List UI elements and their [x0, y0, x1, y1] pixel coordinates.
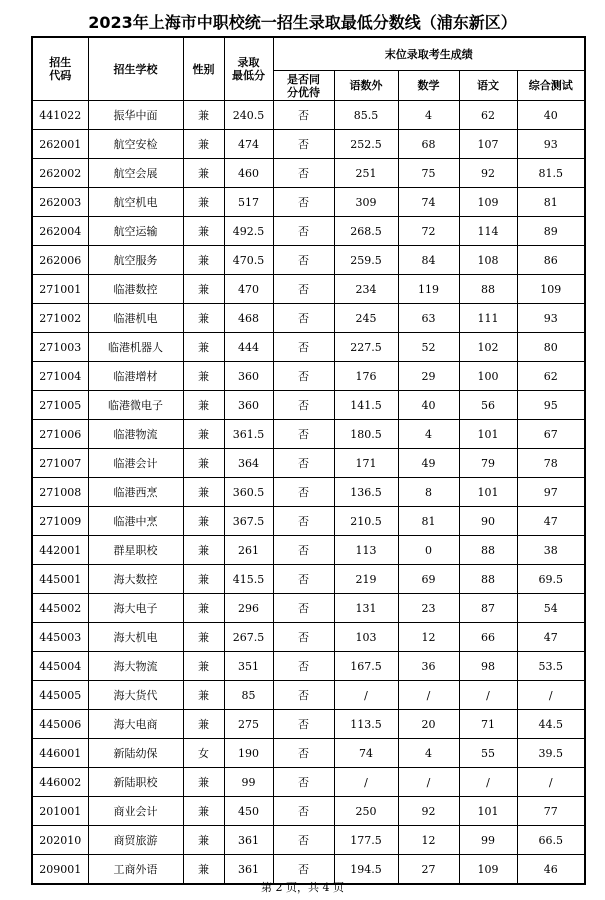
cell-foreign: 268.5	[334, 217, 398, 246]
cell-foreign: 176	[334, 362, 398, 391]
cell-min-score: 261	[224, 536, 273, 565]
cell-priority: 否	[273, 826, 334, 855]
cell-math: 27	[398, 855, 459, 885]
cell-school: 临港微电子	[88, 391, 183, 420]
cell-school: 新陆职校	[88, 768, 183, 797]
table-row	[32, 507, 585, 536]
cell-school: 海大物流	[88, 652, 183, 681]
cell-code: 209001	[32, 855, 88, 885]
cell-min-score: 360	[224, 362, 273, 391]
cell-comprehensive: 47	[517, 623, 585, 652]
cell-code: 262003	[32, 188, 88, 217]
cell-gender: 兼	[183, 710, 224, 739]
cell-code: 445006	[32, 710, 88, 739]
cell-min-score: 444	[224, 333, 273, 362]
cell-foreign: 113.5	[334, 710, 398, 739]
cell-math: /	[398, 681, 459, 710]
table-row	[32, 739, 585, 768]
cell-min-score: 240.5	[224, 101, 273, 130]
cell-chinese: 98	[459, 652, 517, 681]
cell-chinese: 79	[459, 449, 517, 478]
cell-priority: 否	[273, 217, 334, 246]
cell-gender: 兼	[183, 246, 224, 275]
cell-foreign: 180.5	[334, 420, 398, 449]
cell-priority: 否	[273, 101, 334, 130]
table-row	[32, 130, 585, 159]
cell-min-score: 492.5	[224, 217, 273, 246]
cell-comprehensive: /	[517, 681, 585, 710]
cell-math: 23	[398, 594, 459, 623]
cell-math: 12	[398, 826, 459, 855]
cell-math: 81	[398, 507, 459, 536]
cell-min-score: 360	[224, 391, 273, 420]
cell-comprehensive: /	[517, 768, 585, 797]
table-row	[32, 565, 585, 594]
header-math: 数学	[398, 71, 459, 101]
cell-foreign: 141.5	[334, 391, 398, 420]
cell-chinese: 87	[459, 594, 517, 623]
cell-code: 271008	[32, 478, 88, 507]
cell-comprehensive: 86	[517, 246, 585, 275]
cell-foreign: 103	[334, 623, 398, 652]
cell-code: 262001	[32, 130, 88, 159]
cell-chinese: 55	[459, 739, 517, 768]
table-row	[32, 420, 585, 449]
cell-comprehensive: 109	[517, 275, 585, 304]
cell-gender: 兼	[183, 652, 224, 681]
cell-gender: 兼	[183, 623, 224, 652]
cell-math: 20	[398, 710, 459, 739]
cell-foreign: 252.5	[334, 130, 398, 159]
cell-code: 445002	[32, 594, 88, 623]
header-school: 招生学校	[88, 37, 183, 101]
cell-gender: 兼	[183, 333, 224, 362]
cell-foreign: 250	[334, 797, 398, 826]
cell-gender: 兼	[183, 362, 224, 391]
cell-code: 441022	[32, 101, 88, 130]
cell-gender: 女	[183, 739, 224, 768]
cell-min-score: 360.5	[224, 478, 273, 507]
cell-code: 446002	[32, 768, 88, 797]
cell-math: 69	[398, 565, 459, 594]
cell-min-score: 275	[224, 710, 273, 739]
cell-gender: 兼	[183, 536, 224, 565]
cell-code: 271006	[32, 420, 88, 449]
cell-priority: 否	[273, 768, 334, 797]
cell-gender: 兼	[183, 449, 224, 478]
cell-min-score: 267.5	[224, 623, 273, 652]
cell-code: 442001	[32, 536, 88, 565]
cell-chinese: 62	[459, 101, 517, 130]
cell-school: 新陆幼保	[88, 739, 183, 768]
cell-gender: 兼	[183, 101, 224, 130]
cell-foreign: 259.5	[334, 246, 398, 275]
cell-school: 商业会计	[88, 797, 183, 826]
cell-foreign: 74	[334, 739, 398, 768]
cell-gender: 兼	[183, 594, 224, 623]
cell-chinese: 107	[459, 130, 517, 159]
cell-priority: 否	[273, 391, 334, 420]
cell-comprehensive: 81.5	[517, 159, 585, 188]
cell-min-score: 470	[224, 275, 273, 304]
table-row	[32, 188, 585, 217]
cell-priority: 否	[273, 652, 334, 681]
cell-gender: 兼	[183, 304, 224, 333]
cell-math: 74	[398, 188, 459, 217]
table-row	[32, 275, 585, 304]
cell-math: 63	[398, 304, 459, 333]
cell-math: 4	[398, 739, 459, 768]
cell-gender: 兼	[183, 797, 224, 826]
table-row	[32, 246, 585, 275]
table-row	[32, 217, 585, 246]
cell-comprehensive: 39.5	[517, 739, 585, 768]
cell-priority: 否	[273, 420, 334, 449]
cell-chinese: 66	[459, 623, 517, 652]
cell-foreign: 234	[334, 275, 398, 304]
cell-priority: 否	[273, 275, 334, 304]
cell-foreign: 136.5	[334, 478, 398, 507]
cell-school: 航空会展	[88, 159, 183, 188]
header-gender: 性别	[183, 37, 224, 101]
cell-chinese: 88	[459, 536, 517, 565]
cell-priority: 否	[273, 623, 334, 652]
cell-math: 8	[398, 478, 459, 507]
cell-foreign: /	[334, 681, 398, 710]
cell-math: 0	[398, 536, 459, 565]
cell-school: 临港机器人	[88, 333, 183, 362]
cell-comprehensive: 54	[517, 594, 585, 623]
cell-school: 海大电商	[88, 710, 183, 739]
cell-school: 海大机电	[88, 623, 183, 652]
cell-min-score: 99	[224, 768, 273, 797]
cell-comprehensive: 89	[517, 217, 585, 246]
cell-priority: 否	[273, 739, 334, 768]
cell-comprehensive: 66.5	[517, 826, 585, 855]
cell-school: 航空机电	[88, 188, 183, 217]
table-row	[32, 159, 585, 188]
cell-comprehensive: 69.5	[517, 565, 585, 594]
cell-school: 临港西烹	[88, 478, 183, 507]
cell-foreign: 177.5	[334, 826, 398, 855]
cell-comprehensive: 38	[517, 536, 585, 565]
cell-chinese: 111	[459, 304, 517, 333]
cell-priority: 否	[273, 565, 334, 594]
cell-chinese: 71	[459, 710, 517, 739]
cell-comprehensive: 93	[517, 304, 585, 333]
cell-foreign: 171	[334, 449, 398, 478]
cell-priority: 否	[273, 188, 334, 217]
cell-priority: 否	[273, 159, 334, 188]
cell-priority: 否	[273, 362, 334, 391]
cell-chinese: 101	[459, 420, 517, 449]
cell-priority: 否	[273, 797, 334, 826]
cell-foreign: 210.5	[334, 507, 398, 536]
cell-comprehensive: 93	[517, 130, 585, 159]
cell-comprehensive: 53.5	[517, 652, 585, 681]
cell-priority: 否	[273, 681, 334, 710]
cell-math: 84	[398, 246, 459, 275]
cell-foreign: /	[334, 768, 398, 797]
cell-code: 271007	[32, 449, 88, 478]
cell-chinese: /	[459, 768, 517, 797]
cell-comprehensive: 80	[517, 333, 585, 362]
cell-code: 262002	[32, 159, 88, 188]
cell-min-score: 415.5	[224, 565, 273, 594]
cell-foreign: 219	[334, 565, 398, 594]
table-row	[32, 478, 585, 507]
cell-school: 群星职校	[88, 536, 183, 565]
cell-school: 商贸旅游	[88, 826, 183, 855]
cell-chinese: 99	[459, 826, 517, 855]
cell-school: 临港增材	[88, 362, 183, 391]
admission-table	[31, 36, 586, 885]
cell-min-score: 190	[224, 739, 273, 768]
cell-priority: 否	[273, 304, 334, 333]
cell-code: 445003	[32, 623, 88, 652]
cell-min-score: 351	[224, 652, 273, 681]
cell-chinese: 90	[459, 507, 517, 536]
cell-math: /	[398, 768, 459, 797]
cell-gender: 兼	[183, 217, 224, 246]
cell-foreign: 227.5	[334, 333, 398, 362]
cell-gender: 兼	[183, 391, 224, 420]
cell-code: 271005	[32, 391, 88, 420]
table-row	[32, 594, 585, 623]
cell-foreign: 245	[334, 304, 398, 333]
cell-min-score: 85	[224, 681, 273, 710]
cell-math: 119	[398, 275, 459, 304]
cell-code: 271004	[32, 362, 88, 391]
cell-math: 75	[398, 159, 459, 188]
cell-math: 4	[398, 101, 459, 130]
cell-gender: 兼	[183, 826, 224, 855]
cell-math: 29	[398, 362, 459, 391]
cell-gender: 兼	[183, 681, 224, 710]
cell-code: 271002	[32, 304, 88, 333]
cell-gender: 兼	[183, 565, 224, 594]
table-row	[32, 333, 585, 362]
cell-min-score: 468	[224, 304, 273, 333]
cell-min-score: 460	[224, 159, 273, 188]
table-body	[32, 101, 585, 885]
table-row	[32, 797, 585, 826]
cell-gender: 兼	[183, 159, 224, 188]
cell-priority: 否	[273, 536, 334, 565]
cell-code: 201001	[32, 797, 88, 826]
cell-gender: 兼	[183, 768, 224, 797]
cell-comprehensive: 62	[517, 362, 585, 391]
cell-gender: 兼	[183, 507, 224, 536]
cell-comprehensive: 95	[517, 391, 585, 420]
cell-foreign: 131	[334, 594, 398, 623]
cell-code: 271003	[32, 333, 88, 362]
header-min-score: 录取 最低分	[224, 37, 273, 101]
cell-foreign: 85.5	[334, 101, 398, 130]
cell-gender: 兼	[183, 420, 224, 449]
cell-code: 445001	[32, 565, 88, 594]
cell-comprehensive: 81	[517, 188, 585, 217]
cell-school: 临港机电	[88, 304, 183, 333]
cell-math: 92	[398, 797, 459, 826]
cell-chinese: 101	[459, 797, 517, 826]
header-code: 招生 代码	[32, 37, 88, 101]
cell-foreign: 251	[334, 159, 398, 188]
table-row	[32, 449, 585, 478]
table-row	[32, 362, 585, 391]
cell-code: 202010	[32, 826, 88, 855]
cell-foreign: 167.5	[334, 652, 398, 681]
cell-min-score: 517	[224, 188, 273, 217]
table-row	[32, 623, 585, 652]
cell-gender: 兼	[183, 478, 224, 507]
cell-code: 445004	[32, 652, 88, 681]
cell-school: 海大数控	[88, 565, 183, 594]
cell-comprehensive: 78	[517, 449, 585, 478]
cell-chinese: 56	[459, 391, 517, 420]
cell-priority: 否	[273, 594, 334, 623]
cell-foreign: 309	[334, 188, 398, 217]
table-row	[32, 536, 585, 565]
cell-comprehensive: 67	[517, 420, 585, 449]
cell-school: 海大电子	[88, 594, 183, 623]
cell-min-score: 361	[224, 855, 273, 885]
cell-comprehensive: 77	[517, 797, 585, 826]
cell-chinese: 102	[459, 333, 517, 362]
cell-school: 临港会计	[88, 449, 183, 478]
cell-chinese: /	[459, 681, 517, 710]
table-row	[32, 681, 585, 710]
cell-chinese: 109	[459, 855, 517, 885]
cell-min-score: 470.5	[224, 246, 273, 275]
cell-comprehensive: 44.5	[517, 710, 585, 739]
header-foreign: 语数外	[334, 71, 398, 101]
table-row	[32, 826, 585, 855]
cell-math: 12	[398, 623, 459, 652]
table-row	[32, 101, 585, 130]
cell-priority: 否	[273, 855, 334, 885]
cell-math: 40	[398, 391, 459, 420]
cell-code: 262006	[32, 246, 88, 275]
cell-math: 49	[398, 449, 459, 478]
cell-chinese: 92	[459, 159, 517, 188]
cell-chinese: 109	[459, 188, 517, 217]
cell-math: 68	[398, 130, 459, 159]
cell-chinese: 100	[459, 362, 517, 391]
cell-min-score: 361.5	[224, 420, 273, 449]
table-row	[32, 768, 585, 797]
cell-foreign: 194.5	[334, 855, 398, 885]
cell-priority: 否	[273, 130, 334, 159]
cell-chinese: 108	[459, 246, 517, 275]
cell-priority: 否	[273, 246, 334, 275]
cell-chinese: 88	[459, 275, 517, 304]
cell-school: 临港数控	[88, 275, 183, 304]
page-title: 2023年上海市中职校统一招生录取最低分数线（浦东新区）	[88, 13, 517, 32]
cell-gender: 兼	[183, 130, 224, 159]
cell-school: 航空运输	[88, 217, 183, 246]
cell-code: 271009	[32, 507, 88, 536]
cell-min-score: 450	[224, 797, 273, 826]
cell-min-score: 361	[224, 826, 273, 855]
cell-comprehensive: 46	[517, 855, 585, 885]
cell-priority: 否	[273, 710, 334, 739]
cell-code: 262004	[32, 217, 88, 246]
cell-priority: 否	[273, 333, 334, 362]
cell-school: 临港中烹	[88, 507, 183, 536]
cell-math: 4	[398, 420, 459, 449]
cell-math: 36	[398, 652, 459, 681]
cell-foreign: 113	[334, 536, 398, 565]
cell-comprehensive: 97	[517, 478, 585, 507]
cell-chinese: 114	[459, 217, 517, 246]
cell-min-score: 367.5	[224, 507, 273, 536]
header-priority: 是否同 分优待	[273, 71, 334, 101]
cell-school: 航空安检	[88, 130, 183, 159]
table-row	[32, 652, 585, 681]
header-comprehensive: 综合测试	[517, 71, 585, 101]
cell-min-score: 296	[224, 594, 273, 623]
cell-chinese: 101	[459, 478, 517, 507]
cell-math: 72	[398, 217, 459, 246]
page-footer: 第 2 页，共 4 页	[261, 881, 344, 894]
table-row	[32, 710, 585, 739]
cell-code: 445005	[32, 681, 88, 710]
cell-school: 临港物流	[88, 420, 183, 449]
cell-school: 工商外语	[88, 855, 183, 885]
header-chinese: 语文	[459, 71, 517, 101]
cell-math: 52	[398, 333, 459, 362]
cell-code: 446001	[32, 739, 88, 768]
table-row	[32, 304, 585, 333]
cell-code: 271001	[32, 275, 88, 304]
cell-gender: 兼	[183, 188, 224, 217]
cell-school: 航空服务	[88, 246, 183, 275]
cell-comprehensive: 40	[517, 101, 585, 130]
cell-priority: 否	[273, 478, 334, 507]
cell-priority: 否	[273, 449, 334, 478]
cell-chinese: 88	[459, 565, 517, 594]
cell-comprehensive: 47	[517, 507, 585, 536]
cell-gender: 兼	[183, 275, 224, 304]
cell-school: 海大货代	[88, 681, 183, 710]
cell-priority: 否	[273, 507, 334, 536]
cell-school: 振华中面	[88, 101, 183, 130]
table-row	[32, 391, 585, 420]
header-last-admitted-group: 末位录取考生成绩	[273, 37, 585, 71]
cell-gender: 兼	[183, 855, 224, 885]
cell-min-score: 364	[224, 449, 273, 478]
cell-min-score: 474	[224, 130, 273, 159]
